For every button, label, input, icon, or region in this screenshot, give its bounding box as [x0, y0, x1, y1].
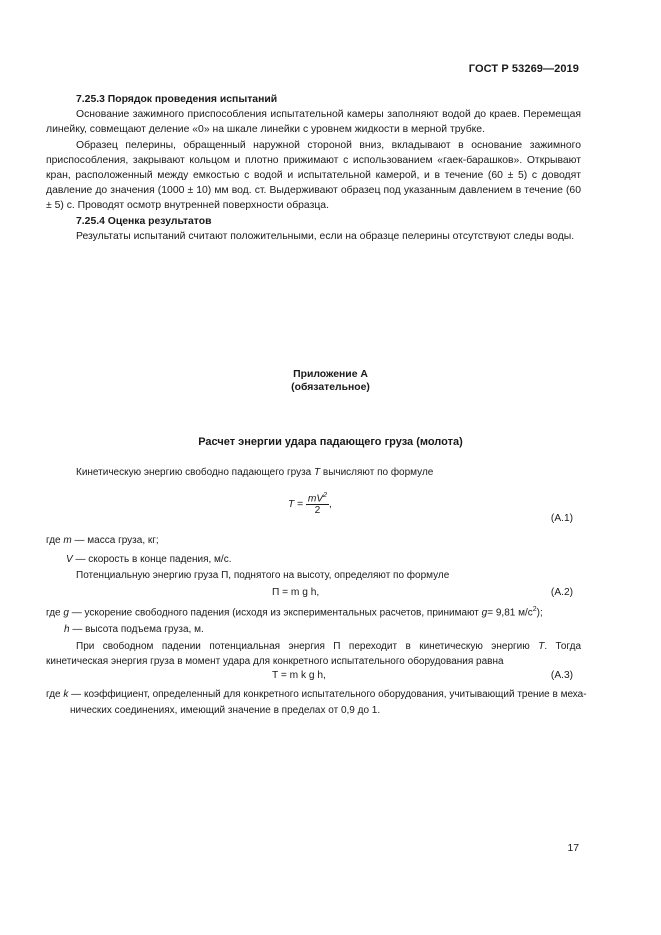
- page-number: 17: [567, 843, 579, 854]
- paragraph: Образец пелерины, обращенный наружной стороной вниз, вкладывают в основание зажимного приспособления, закрывают кольцом и плотно прижимают с использованием «гаек-барашков». Открывают кран, расположенный между емкостью с водой и испытательной камерой, и в течение (60 ± 5) с доводят давление до значения (1000 ± 10) мм вод. ст. Выдерживают образец под указанным давлением в течение (60 ± 5) с. Проводят осмотр внутренней поверхности образца.: [46, 139, 581, 212]
- where-m: где m — масса груза, кг;: [46, 535, 159, 546]
- formula-a3: T = m k g h,: [272, 670, 326, 681]
- equation-number: (А.2): [550, 587, 573, 598]
- formula-a1: T = $\frac{mV^2}{2}$ ,: [288, 492, 332, 517]
- appendix-heading: Расчет энергии удара падающего груза (молота): [198, 436, 463, 448]
- where-v: V — скорость в конце падения, м/с.: [66, 554, 232, 565]
- where-k-continuation: нических соединениях, имеющий значение в пределах от 0,9 до 1.: [70, 705, 381, 716]
- intro-line: Кинетическую энергию свободно падающего груза T вычисляют по формуле: [76, 467, 434, 478]
- standard-header: ГОСТ Р 53269—2019: [468, 63, 579, 75]
- paragraph: Основание зажимного приспособления испытательной камеры заполняют водой до краев. Перемещая линейку, совмещают деление «0» на шкале линейки с уровнем жидкости в мерной трубке.: [46, 109, 581, 136]
- paragraph: Результаты испытаний считают положительными, если на образце пелерины отсутствуют следы воды.: [76, 230, 575, 242]
- appendix-title: Приложение А: [293, 369, 368, 380]
- potential-line: Потенциальную энергию груза П, поднятого на высоту, определяют по формуле: [76, 570, 450, 581]
- appendix-subtitle: (обязательное): [291, 382, 370, 393]
- section-heading: 7.25.3 Порядок проведения испытаний: [76, 94, 278, 105]
- where-h: h — высота подъема груза, м.: [64, 624, 204, 635]
- formula-a2: П = m g h,: [272, 587, 320, 598]
- section-heading: 7.25.4 Оценка результатов: [76, 215, 212, 227]
- section-7-25-3: [46, 92, 581, 244]
- free-fall-paragraph: При свободном падении потенциальная энергия П переходит в кинетическую энергию T. Тогда кинетическая энергия груза в момент удара для конкретного испытательного оборудования равна: [46, 641, 582, 667]
- where-k: где k — коэффициент, определенный для конкретного испытательного оборудования, учитывающий трение в меха-: [46, 689, 587, 700]
- equation-number: (А.1): [550, 513, 573, 524]
- equation-number: (А.3): [550, 670, 573, 681]
- fraction: $\frac{mV^2}{2}$: [307, 492, 328, 517]
- where-g: где g — ускорение свободного падения (исходя из экспериментальных расчетов, принимают g= 9,81 $м/с^2$);: [46, 606, 543, 619]
